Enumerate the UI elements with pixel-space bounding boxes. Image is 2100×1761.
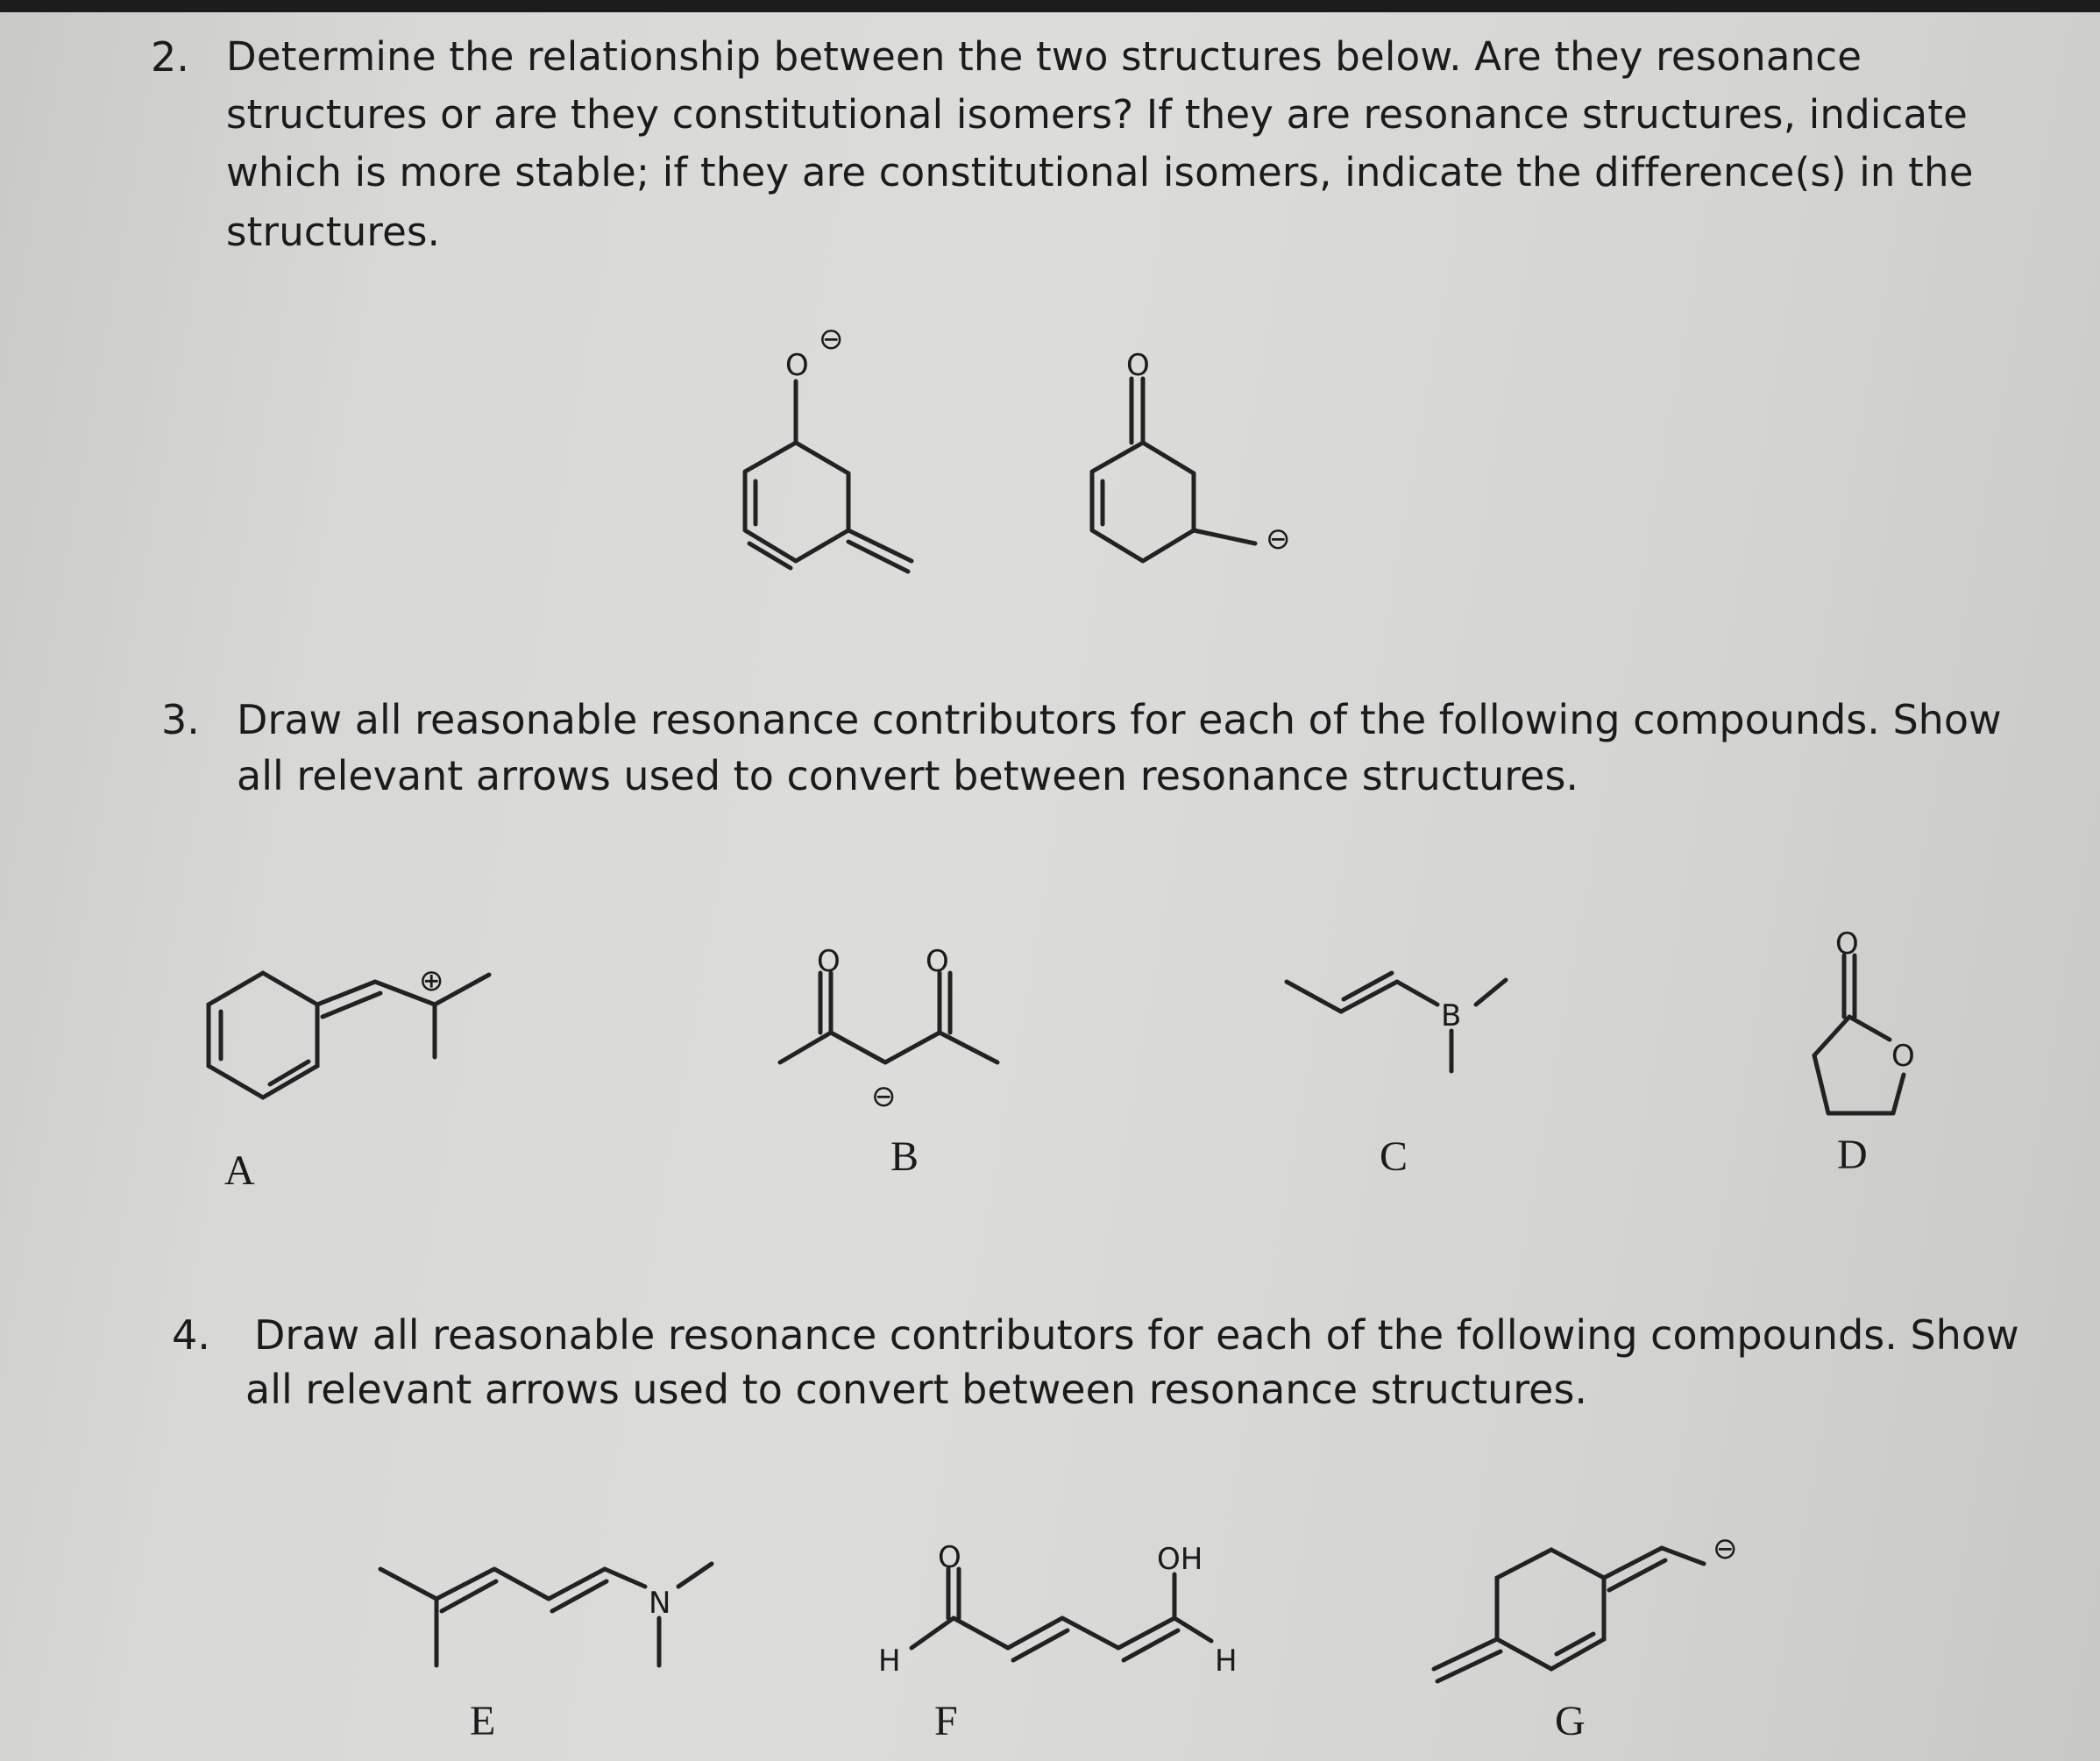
question-text-line: Draw all reasonable resonance contributors for each of the following compounds. Show xyxy=(254,1311,2019,1359)
q3-structure-b xyxy=(780,944,997,1114)
structure-label-f: F xyxy=(934,1698,958,1744)
q3-structure-a xyxy=(209,963,489,1097)
oxygen-label: O xyxy=(1126,348,1150,383)
oxygen-label: O xyxy=(938,1540,961,1575)
q4-structure-g xyxy=(1434,1531,1738,1681)
nitrogen-label: N xyxy=(649,1586,671,1621)
structure-label-g: G xyxy=(1555,1698,1586,1744)
negative-charge-icon: ⊖ xyxy=(871,1079,897,1114)
hydroxyl-label: OH xyxy=(1157,1542,1203,1577)
q3-structure-c xyxy=(1287,973,1506,1071)
structure-label-e: E xyxy=(470,1698,496,1744)
question-text-line: Determine the relationship between the two structures below. Are they resonance xyxy=(226,33,1862,80)
q2-structure-carbanion xyxy=(1092,348,1291,561)
question-text-line: structures. xyxy=(226,209,441,255)
q4-structure-e xyxy=(380,1564,712,1665)
q4-structure-f xyxy=(878,1540,1238,1679)
negative-charge-icon: ⊖ xyxy=(1713,1531,1738,1566)
question-text-line: all relevant arrows used to convert between resonance structures. xyxy=(245,1366,1588,1413)
question-number: 2. xyxy=(151,33,189,81)
oxygen-label: O xyxy=(926,944,949,979)
boron-label: B xyxy=(1441,998,1462,1033)
oxygen-label: O xyxy=(817,944,841,979)
structure-label-b: B xyxy=(890,1133,919,1180)
structure-label-c: C xyxy=(1380,1133,1408,1180)
hydrogen-label: H xyxy=(1215,1644,1238,1679)
question-number: 3. xyxy=(161,696,200,743)
hydrogen-label: H xyxy=(878,1644,901,1679)
question-text-line: structures or are they constitutional isomers? If they are resonance structures, indicate xyxy=(226,91,1969,138)
positive-charge-icon: ⊕ xyxy=(419,963,444,998)
question-text-line: Draw all reasonable resonance contributors for each of the following compounds. Show xyxy=(237,696,2002,743)
oxygen-label: O xyxy=(785,348,809,383)
question-text-line: all relevant arrows used to convert between resonance structures. xyxy=(237,752,1579,799)
oxygen-label: O xyxy=(1835,927,1859,962)
oxygen-label: O xyxy=(1891,1039,1915,1074)
q2-structure-enolate xyxy=(745,322,912,572)
q3-structure-d xyxy=(1814,927,1915,1113)
question-text-line: which is more stable; if they are constitutional isomers, indicate the difference(s) in the xyxy=(226,149,1974,195)
structure-label-a: A xyxy=(224,1147,255,1194)
negative-charge-icon: ⊖ xyxy=(819,322,844,357)
question-number: 4. xyxy=(172,1311,210,1359)
negative-charge-icon: ⊖ xyxy=(1266,522,1291,557)
structure-label-d: D xyxy=(1837,1132,1868,1178)
